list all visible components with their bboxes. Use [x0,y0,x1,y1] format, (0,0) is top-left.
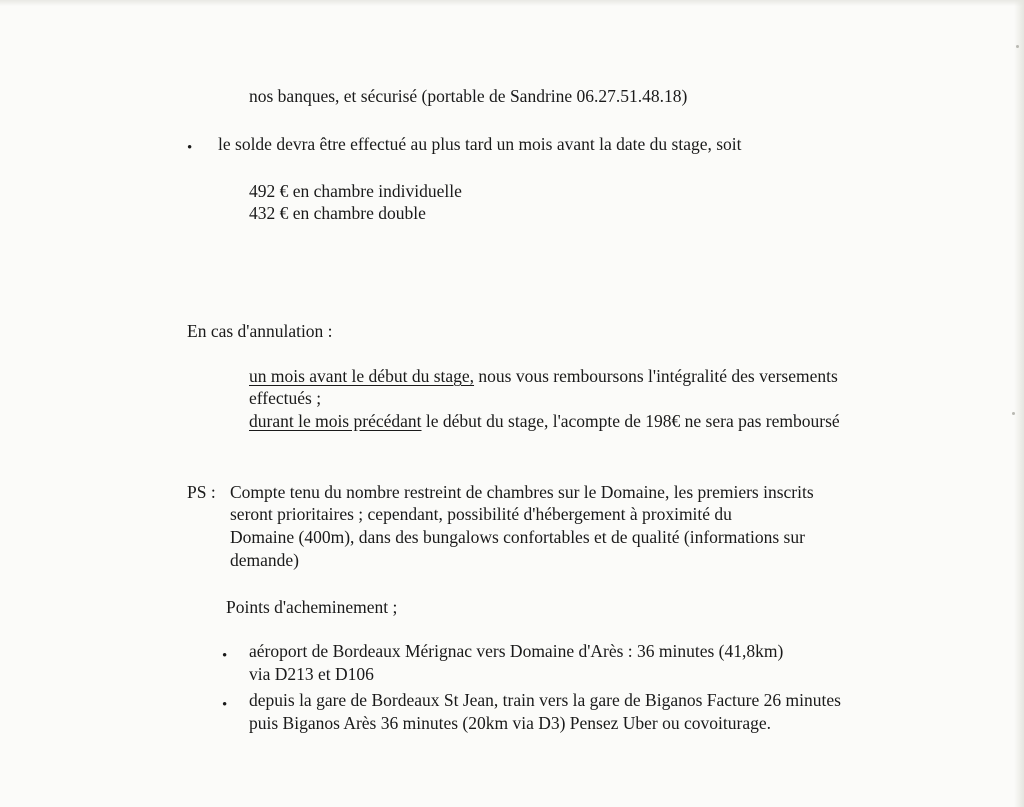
scan-speck [1016,45,1019,48]
cancellation-heading: En cas d'annulation : [187,321,333,341]
cancellation-rule-1-cont: effectués ; [249,388,322,408]
ps-label: PS : [187,482,216,502]
scan-edge-right [1014,0,1024,807]
cancellation-rule-2-rest: le début du stage, l'acompte de 198€ ne sera pas remboursé [421,411,840,431]
cancellation-rule-1-rest: nous vous remboursons l'intégralité des versements [474,366,838,386]
single-room-price: 492 € en chambre individuelle [249,181,462,201]
top-note: nos banques, et sécurisé (portable de Sandrine 06.27.51.48.18) [249,86,688,106]
access-item-2-line-2: puis Biganos Arès 36 minutes (20km via D3) Pensez Uber ou covoiturage. [249,713,771,733]
ps-line-4: demande) [230,550,299,570]
ps-line-2: seront prioritaires ; cependant, possibilité d'hébergement à proximité du [230,504,732,524]
bullet-icon: • [222,648,228,664]
cancellation-rule-1 [249,365,838,387]
access-item-1-line-2: via D213 et D106 [249,664,374,684]
payment-text: le solde devra être effectué au plus tard un mois avant la date du stage, soit [218,134,742,154]
access-item-1-line-1: aéroport de Bordeaux Mérignac vers Domaine d'Arès : 36 minutes (41,8km) [249,641,784,661]
access-item-2-line-1: depuis la gare de Bordeaux St Jean, train vers la gare de Biganos Facture 26 minutes [249,690,841,710]
ps-line-1: Compte tenu du nombre restreint de chambres sur le Domaine, les premiers inscrits [230,482,814,502]
cancellation-rule-2 [249,410,840,432]
bullet-icon: • [187,140,193,156]
scan-speck [1012,412,1015,415]
bullet-icon: • [222,697,228,713]
cancellation-rule-2-underlined: durant le mois précédant [249,411,422,431]
scan-edge-top [0,0,1024,6]
ps-line-3: Domaine (400m), dans des bungalows confortables et de qualité (informations sur [230,527,805,547]
access-heading: Points d'acheminement ; [226,597,398,617]
cancellation-rule-1-underlined: un mois avant le début du stage, [249,366,475,386]
double-room-price: 432 € en chambre double [249,203,426,223]
